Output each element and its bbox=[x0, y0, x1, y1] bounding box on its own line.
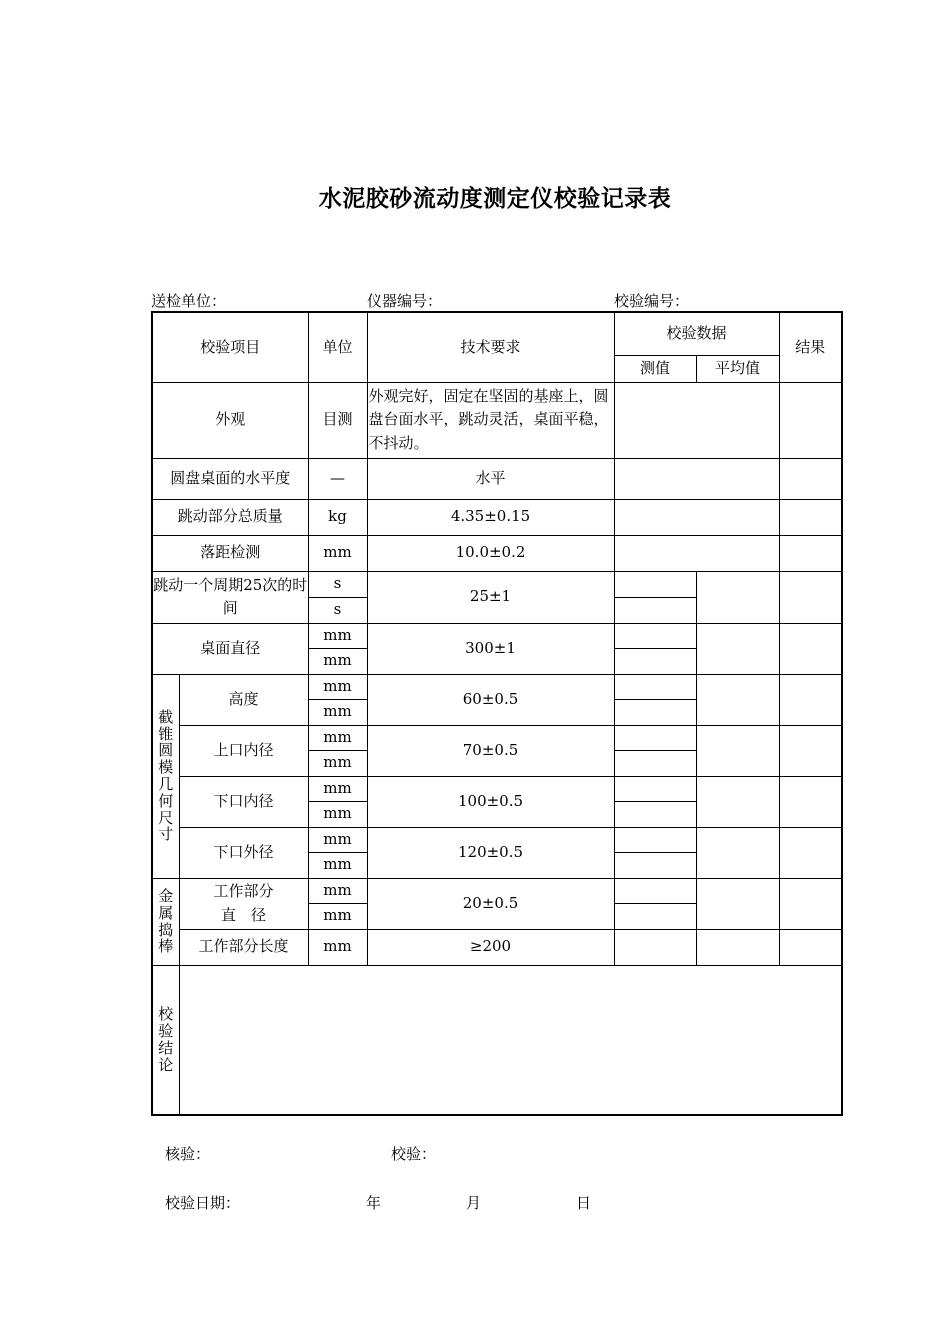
measured-cell[interactable] bbox=[614, 903, 696, 929]
table-row bbox=[152, 674, 842, 699]
row-unit: mm bbox=[308, 623, 367, 648]
row-requirement: 60±0.5 bbox=[367, 674, 614, 725]
row-unit: mm bbox=[308, 903, 367, 929]
result-cell[interactable] bbox=[779, 382, 842, 458]
table-row bbox=[152, 929, 842, 965]
row-unit: 目测 bbox=[308, 382, 367, 458]
header-item: 校验项目 bbox=[152, 312, 308, 382]
row-requirement: 外观完好，固定在坚固的基座上，圆盘台面水平，跳动灵活，桌面平稳，不抖动。 bbox=[367, 382, 614, 458]
row-name: 圆盘桌面的水平度 bbox=[152, 458, 308, 499]
table-row bbox=[152, 623, 842, 648]
result-cell[interactable] bbox=[779, 458, 842, 499]
row-requirement: 4.35±0.15 bbox=[367, 499, 614, 535]
row-requirement: 120±0.5 bbox=[367, 827, 614, 878]
calibration-number-label: 校验编号： bbox=[614, 292, 690, 310]
measured-cell[interactable] bbox=[614, 674, 696, 699]
row-name: 跳动一个周期25次的时间 bbox=[152, 571, 308, 623]
calibrator-label: 校验： bbox=[391, 1145, 437, 1163]
row-name: 下口外径 bbox=[179, 827, 308, 878]
result-cell[interactable] bbox=[779, 929, 842, 965]
instrument-number-label: 仪器编号： bbox=[367, 292, 443, 310]
header-unit: 单位 bbox=[308, 312, 367, 382]
measured-cell[interactable] bbox=[614, 929, 696, 965]
row-unit: s bbox=[308, 571, 367, 597]
row-unit: mm bbox=[308, 699, 367, 725]
row-name: 跳动部分总质量 bbox=[152, 499, 308, 535]
table-row bbox=[152, 725, 842, 750]
row-requirement: 10.0±0.2 bbox=[367, 535, 614, 571]
result-cell[interactable] bbox=[779, 571, 842, 623]
table-row bbox=[152, 776, 842, 801]
row-requirement: 25±1 bbox=[367, 571, 614, 623]
result-cell[interactable] bbox=[779, 499, 842, 535]
row-name: 外观 bbox=[152, 382, 308, 458]
row-name: 高度 bbox=[179, 674, 308, 725]
row-unit: mm bbox=[308, 801, 367, 827]
result-cell[interactable] bbox=[779, 878, 842, 929]
header-calibration-data: 校验数据 bbox=[614, 312, 779, 355]
row-unit: — bbox=[308, 458, 367, 499]
row-unit: mm bbox=[308, 674, 367, 699]
row-name: 下口内径 bbox=[179, 776, 308, 827]
row-unit: mm bbox=[308, 929, 367, 965]
measured-cell[interactable] bbox=[614, 801, 696, 827]
row-unit: mm bbox=[308, 725, 367, 750]
table-row bbox=[152, 827, 842, 852]
header-requirement: 技术要求 bbox=[367, 312, 614, 382]
row-name: 工作部分长度 bbox=[179, 929, 308, 965]
calibration-date-label: 校验日期： bbox=[165, 1194, 241, 1212]
result-cell[interactable] bbox=[779, 776, 842, 827]
row-unit: mm bbox=[308, 776, 367, 801]
measured-cell[interactable] bbox=[614, 648, 696, 674]
rod-group-label: 金属捣棒 bbox=[152, 878, 179, 965]
average-cell[interactable] bbox=[696, 623, 779, 674]
conclusion-cell[interactable] bbox=[179, 965, 842, 1115]
measured-cell[interactable] bbox=[614, 750, 696, 776]
average-cell[interactable] bbox=[696, 878, 779, 929]
measured-cell[interactable] bbox=[614, 597, 696, 623]
checker-label: 核验： bbox=[165, 1145, 211, 1163]
measured-cell[interactable] bbox=[614, 878, 696, 903]
result-cell[interactable] bbox=[779, 535, 842, 571]
row-requirement: 水平 bbox=[367, 458, 614, 499]
page-title: 水泥胶砂流动度测定仪校验记录表 bbox=[318, 185, 672, 212]
table-row bbox=[152, 499, 842, 535]
table-row bbox=[152, 878, 842, 903]
conclusion-label: 校验结论 bbox=[152, 965, 179, 1115]
average-cell[interactable] bbox=[696, 725, 779, 776]
table-row bbox=[152, 571, 842, 597]
row-unit: s bbox=[308, 597, 367, 623]
cone-group-label: 截锥圆模几何尺寸 bbox=[152, 674, 179, 878]
row-requirement: 70±0.5 bbox=[367, 725, 614, 776]
measured-cell[interactable] bbox=[614, 827, 696, 852]
table-row bbox=[152, 458, 842, 499]
row-unit: mm bbox=[308, 878, 367, 903]
row-unit: kg bbox=[308, 499, 367, 535]
average-cell[interactable] bbox=[696, 776, 779, 827]
result-cell[interactable] bbox=[779, 674, 842, 725]
row-name: 落距检测 bbox=[152, 535, 308, 571]
row-requirement: ≥200 bbox=[367, 929, 614, 965]
row-unit: mm bbox=[308, 750, 367, 776]
row-requirement: 20±0.5 bbox=[367, 878, 614, 929]
measured-cell[interactable] bbox=[614, 776, 696, 801]
data-cell[interactable] bbox=[614, 499, 779, 535]
measured-cell[interactable] bbox=[614, 699, 696, 725]
row-unit: mm bbox=[308, 827, 367, 852]
table-row bbox=[152, 382, 842, 458]
row-unit: mm bbox=[308, 648, 367, 674]
row-requirement: 100±0.5 bbox=[367, 776, 614, 827]
table-row bbox=[152, 535, 842, 571]
header-average: 平均值 bbox=[696, 355, 779, 382]
year-label: 年 bbox=[366, 1194, 382, 1212]
average-cell[interactable] bbox=[696, 827, 779, 878]
row-name: 上口内径 bbox=[179, 725, 308, 776]
month-label: 月 bbox=[466, 1194, 482, 1212]
measured-cell[interactable] bbox=[614, 571, 696, 597]
sender-unit-label: 送检单位： bbox=[151, 292, 227, 310]
day-label: 日 bbox=[576, 1194, 592, 1212]
result-cell[interactable] bbox=[779, 623, 842, 674]
average-cell[interactable] bbox=[696, 571, 779, 623]
row-name: 桌面直径 bbox=[152, 623, 308, 674]
calibration-record-table bbox=[151, 311, 843, 1116]
data-cell[interactable] bbox=[614, 382, 779, 458]
row-unit: mm bbox=[308, 852, 367, 878]
header-measured: 测值 bbox=[614, 355, 696, 382]
average-cell[interactable] bbox=[696, 929, 779, 965]
row-requirement: 300±1 bbox=[367, 623, 614, 674]
average-cell[interactable] bbox=[696, 674, 779, 725]
result-cell[interactable] bbox=[779, 725, 842, 776]
measured-cell[interactable] bbox=[614, 852, 696, 878]
row-unit: mm bbox=[308, 535, 367, 571]
data-cell[interactable] bbox=[614, 535, 779, 571]
data-cell[interactable] bbox=[614, 458, 779, 499]
row-name: 工作部分 直 径 bbox=[179, 878, 308, 929]
header-result: 结果 bbox=[779, 312, 842, 382]
table-row bbox=[152, 965, 842, 1115]
measured-cell[interactable] bbox=[614, 623, 696, 648]
measured-cell[interactable] bbox=[614, 725, 696, 750]
result-cell[interactable] bbox=[779, 827, 842, 878]
